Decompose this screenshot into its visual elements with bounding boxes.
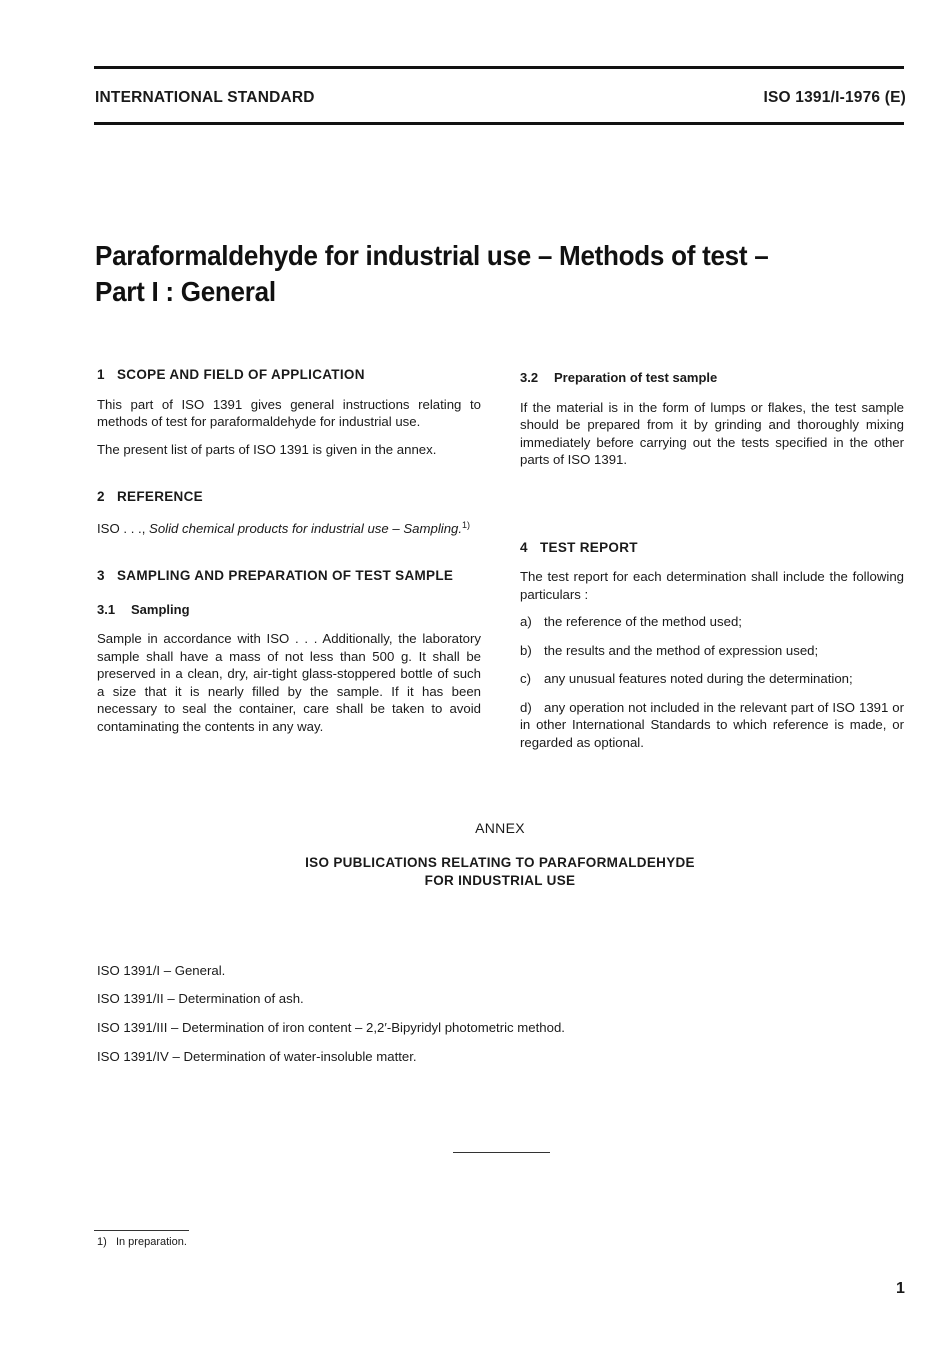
list-item: b) the results and the method of expression used; xyxy=(520,642,819,658)
page-number: 1 xyxy=(896,1280,905,1297)
section-3-2-heading: 3.2 Preparation of test sample xyxy=(520,370,718,385)
section-2-reference: ISO . . ., Solid chemical products for industrial use – Sampling.$^{1)}$ xyxy=(97,519,471,536)
section-1-paragraph-1: This part of ISO 1391 gives general instructions relating to methods of test for paraformaldehyde for industrial use. xyxy=(97,396,481,429)
section-2 xyxy=(97,488,481,537)
title-line-2: Part I : General xyxy=(95,276,276,307)
footnote-marker[interactable]: 1) xyxy=(462,519,471,530)
publication-item: ISO 1391/II – Determination of ash. xyxy=(97,991,304,1006)
section-1-paragraph-2: The present list of parts of ISO 1391 is given in the annex. xyxy=(97,441,437,457)
list-item: c) any unusual features noted during the determination; xyxy=(520,671,853,686)
list-item: a) the reference of the method used; xyxy=(520,614,742,629)
title-line-1: Paraformaldehyde for industrial use – Methods of test – xyxy=(95,240,769,271)
end-of-text-rule xyxy=(453,1152,550,1153)
report-items-list xyxy=(520,613,904,751)
header-left-label: INTERNATIONAL STANDARD xyxy=(95,89,315,106)
left-column xyxy=(97,366,481,735)
section-2-heading: 2 REFERENCE xyxy=(97,489,203,504)
section-3-2-text: If the material is in the form of lumps or flakes, the test sample should be prepared from it by grinding and thoroughly mixing immediately before carrying out the tests specified in the other parts of ISO 1391. xyxy=(520,399,904,467)
header-top-rule xyxy=(94,66,904,69)
section-3 xyxy=(97,567,481,735)
section-1-heading: 1 SCOPE AND FIELD OF APPLICATION xyxy=(97,367,365,382)
footnote-text: 1) In preparation. xyxy=(97,1236,187,1248)
section-4 xyxy=(520,539,904,752)
footnote-rule xyxy=(94,1230,189,1231)
list-item: d) any operation not included in the relevant part of ISO 1391 or in other International Standards to which reference is made, or regarded as optional. xyxy=(520,699,904,750)
right-column xyxy=(520,369,904,751)
section-4-intro: The test report for each determination shall include the following particulars : xyxy=(520,569,904,602)
annex-label: ANNEX xyxy=(475,820,525,836)
reference-title: Solid chemical products for industrial use – Sampling. xyxy=(149,520,463,536)
document-title xyxy=(95,238,768,310)
publication-item: ISO 1391/I – General. xyxy=(97,963,226,978)
header-standard-number: ISO 1391/I-1976 (E) xyxy=(763,89,906,106)
header-bottom-rule xyxy=(94,122,904,125)
section-3-2 xyxy=(520,369,904,469)
section-3-1-text: Sample in accordance with ISO . . . Additionally, the laboratory sample shall have a mass of not less than 500 g. It shall be preserved in a clean, dry, air-tight glass-stoppered bottle of such a size that it is nearly filled by the sample. If it has been necessary to seal the container, care shall be taken to avoid contaminating the contents in any way. xyxy=(97,631,481,734)
annex-title: ISO PUBLICATIONS RELATING TO PARAFORMALDEHYDE FOR INDUSTRIAL USE xyxy=(305,855,695,888)
section-3-1-heading: 3.1 Sampling xyxy=(97,601,190,617)
publication-item: ISO 1391/III – Determination of iron content – 2,2′-Bipyridyl photometric method. xyxy=(97,1020,565,1035)
publication-item: ISO 1391/IV – Determination of water-insoluble matter. xyxy=(97,1049,417,1064)
section-1 xyxy=(97,366,481,458)
section-3-heading: 3 SAMPLING AND PREPARATION OF TEST SAMPLE xyxy=(97,568,454,583)
section-4-heading: 4 TEST REPORT xyxy=(520,539,638,555)
